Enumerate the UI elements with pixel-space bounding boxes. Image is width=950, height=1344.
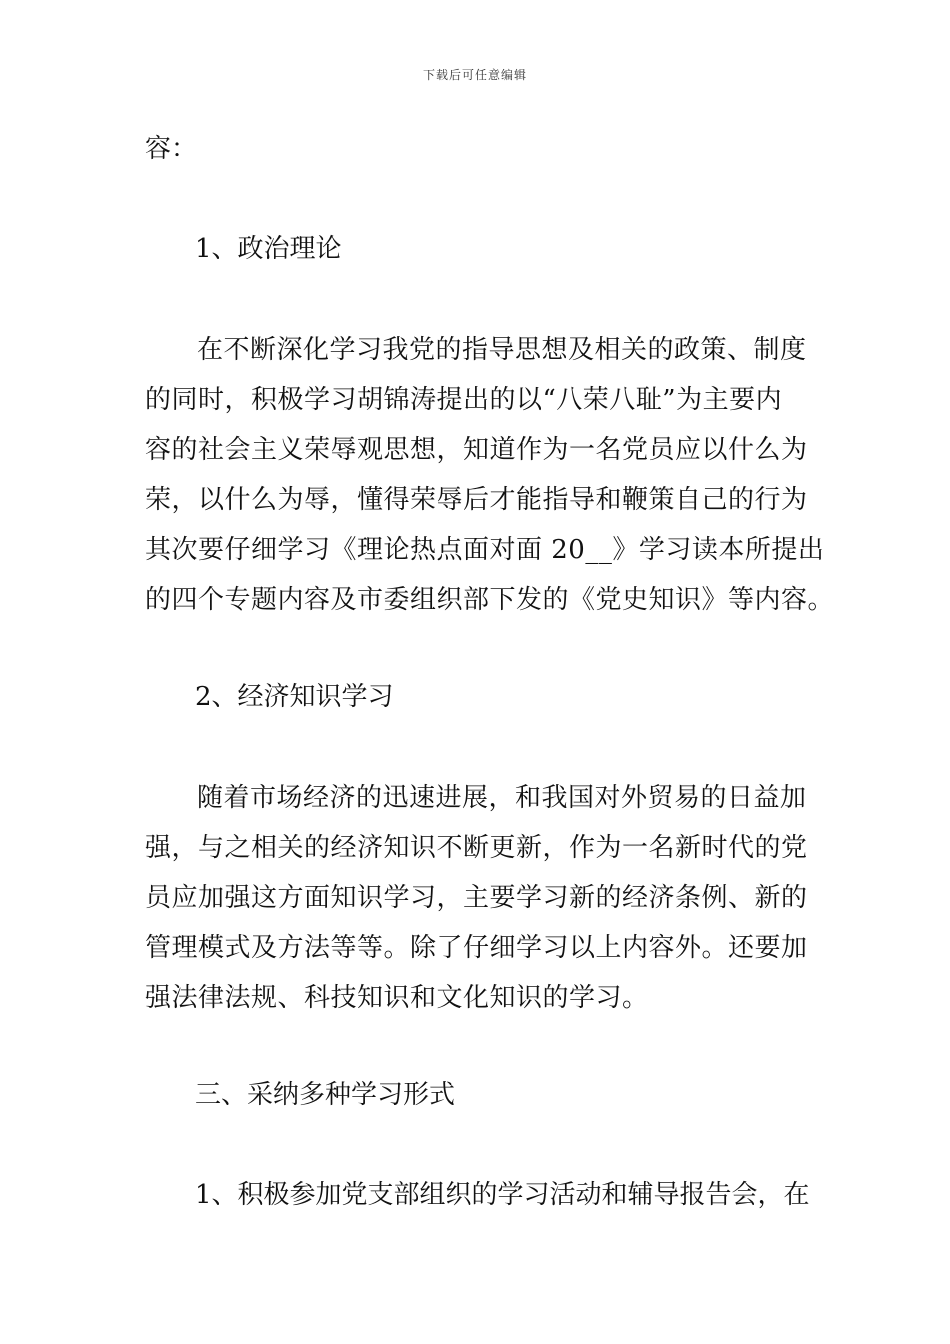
paragraph-learning-forms-line: 1、积极参加党支部组织的学习活动和辅导报告会，在 (195, 1180, 810, 1210)
paragraph-line: 其次要仔细学习《理论热点面对面 20__》学习读本所提出 (145, 535, 825, 565)
paragraph-line: 随着市场经济的迅速进展，和我国对外贸易的日益加 (197, 783, 807, 813)
paragraph-line: 的同时，积极学习胡锦涛提出的以“八荣八耻”为主要内 (145, 385, 783, 415)
section-heading-politics: 1、政治理论 (195, 234, 342, 264)
paragraph-line: 员应加强这方面知识学习，主要学习新的经济条例、新的 (145, 883, 808, 913)
paragraph-line: 荣，以什么为辱，懂得荣辱后才能指导和鞭策自己的行为 (145, 485, 808, 515)
page-header: 下载后可任意编辑 (422, 68, 527, 82)
paragraph-line: 强，与之相关的经济知识不断更新，作为一名新时代的党 (145, 833, 808, 863)
paragraph-economics (145, 773, 810, 1023)
paragraph-line: 管理模式及方法等等。除了仔细学习以上内容外。还要加 (145, 933, 808, 963)
text-fragment: 容： (145, 134, 198, 164)
paragraph-line: 强法律法规、科技知识和文化知识的学习。 (145, 983, 649, 1013)
section-heading-learning-forms: 三、采纳多种学习形式 (195, 1080, 456, 1110)
paragraph-line: 容的社会主义荣辱观思想，知道作为一名党员应以什么为 (145, 435, 808, 465)
paragraph-line: 的四个专题内容及市委组织部下发的《党史知识》等内容。 (145, 585, 835, 615)
paragraph-line: 在不断深化学习我党的指导思想及相关的政策、制度 (197, 335, 807, 365)
section-heading-economics: 2、经济知识学习 (195, 682, 394, 712)
paragraph-politics (145, 325, 835, 625)
